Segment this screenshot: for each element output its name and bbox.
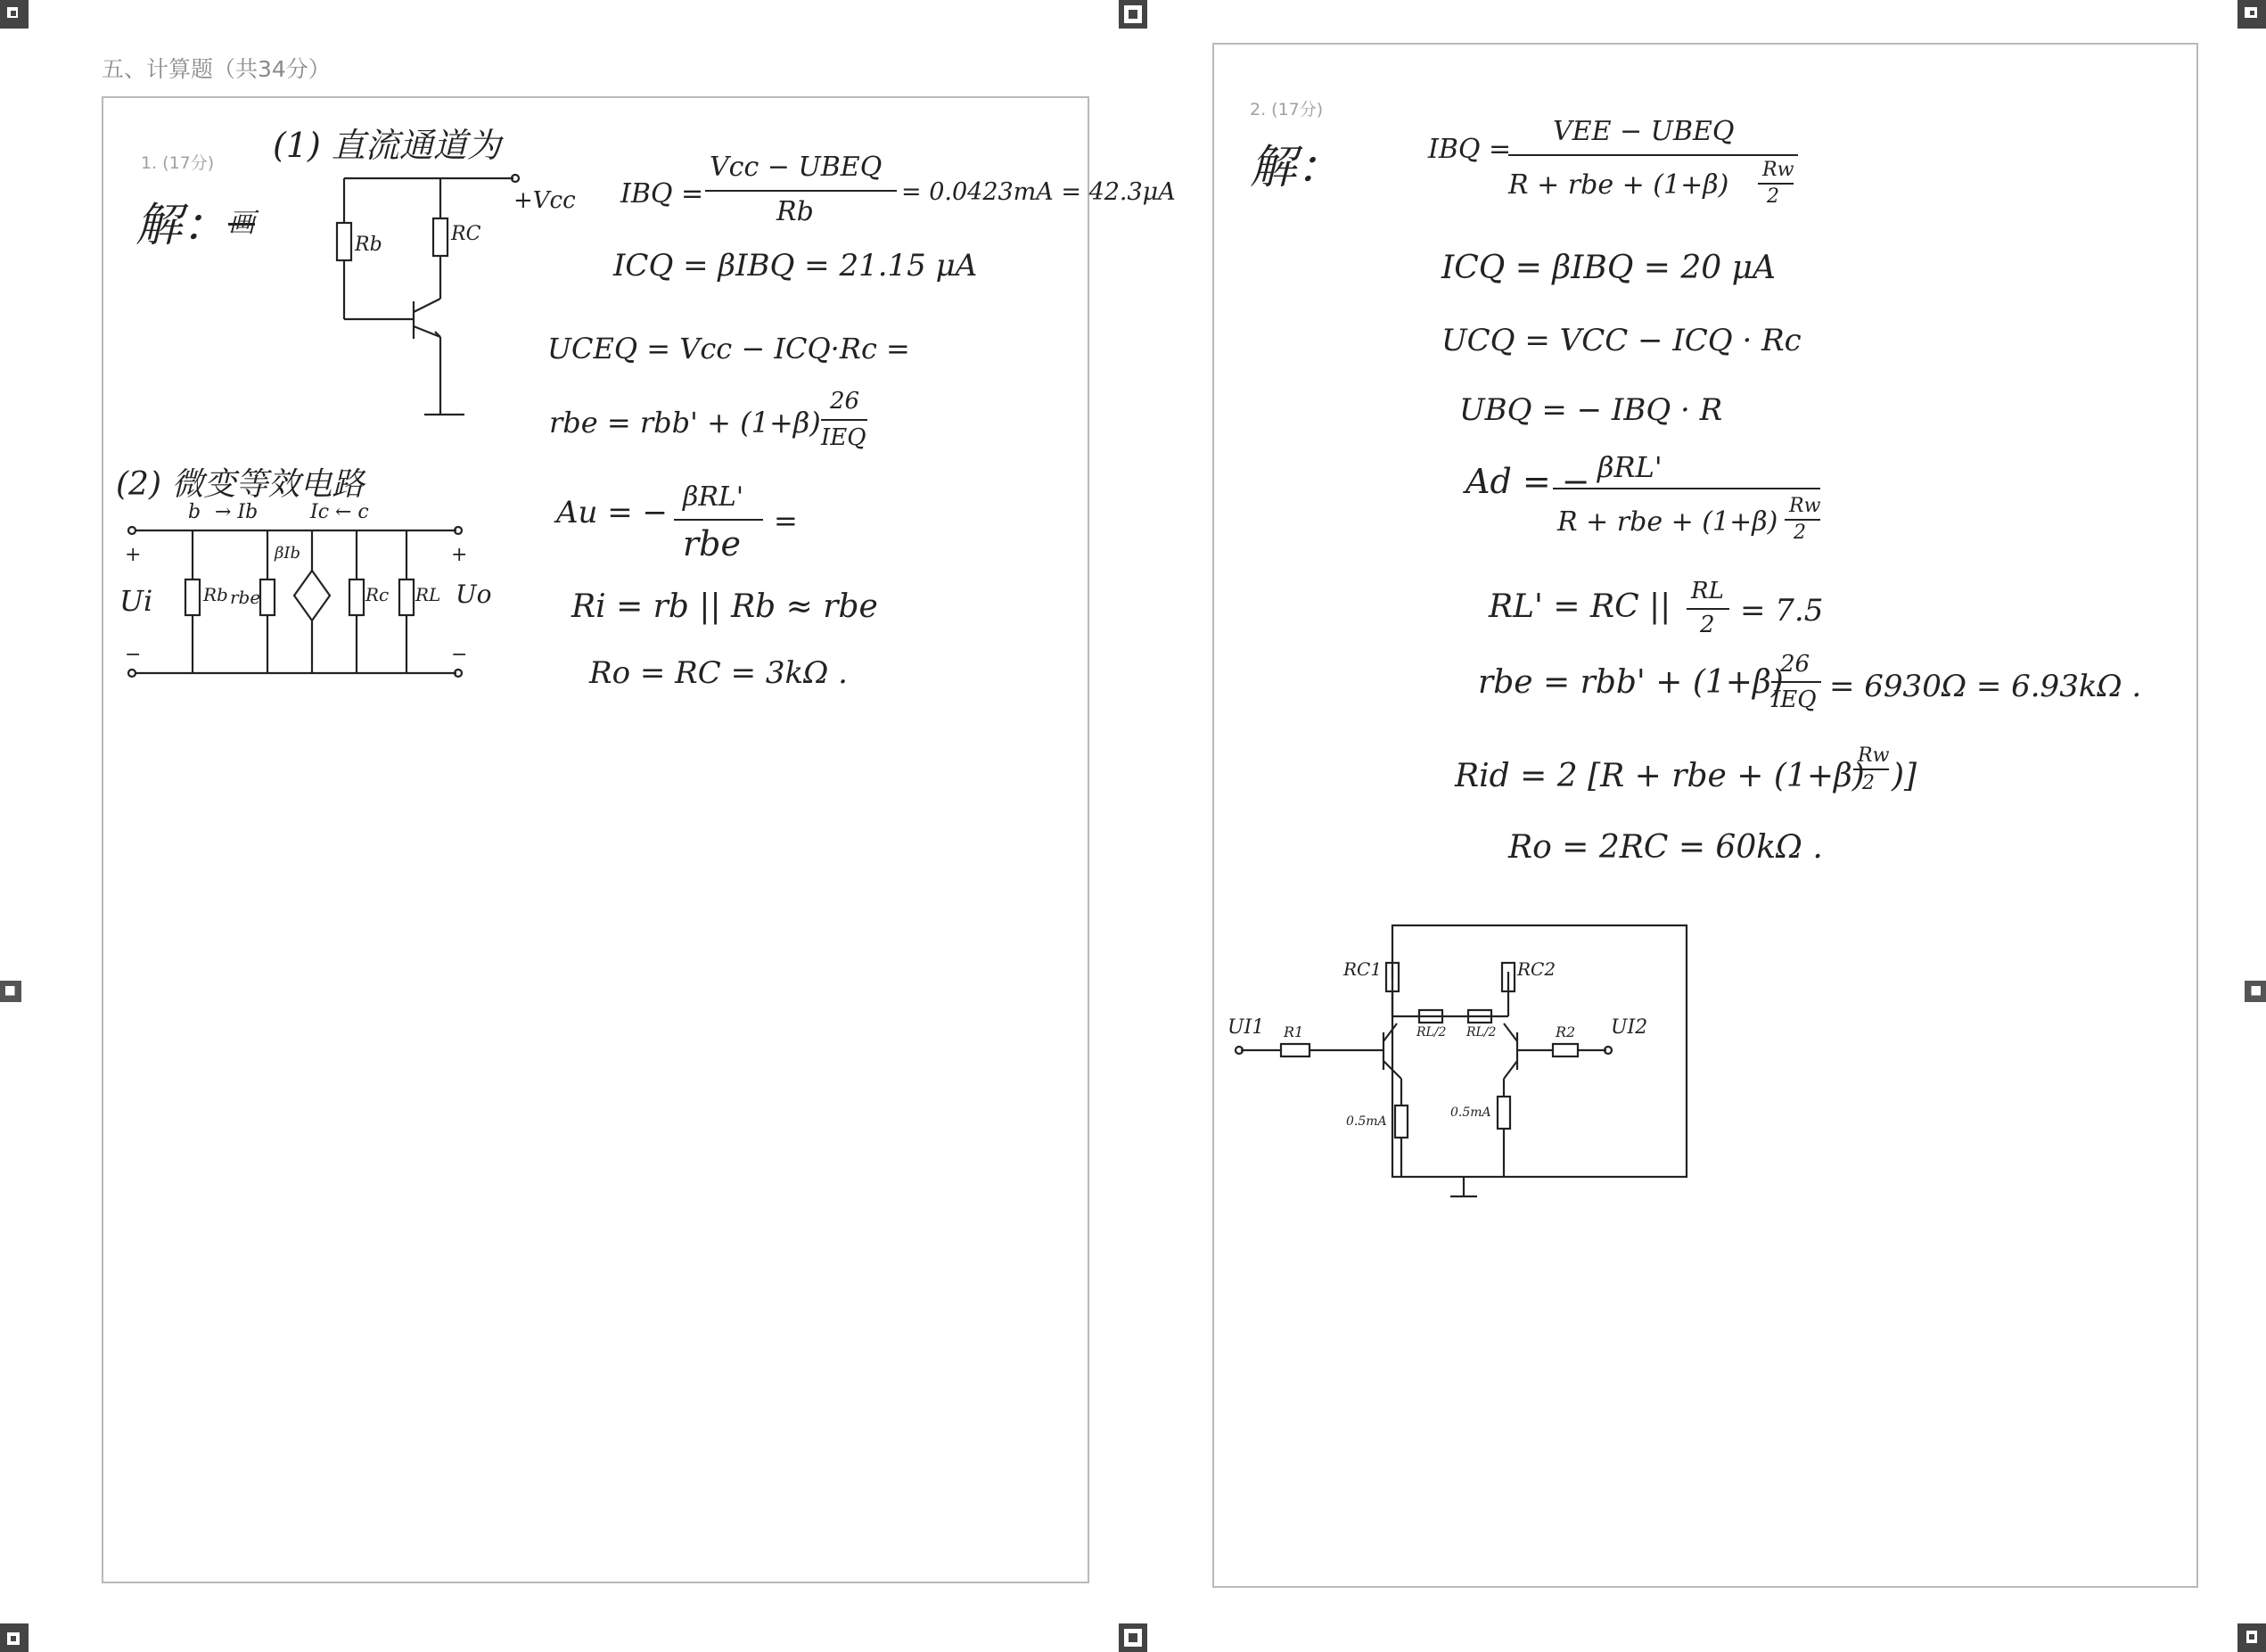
eq-ri: Ri = rb || Rb ≈ rbe bbox=[571, 588, 878, 625]
rl2a-label: RL/2 bbox=[1416, 1025, 1447, 1040]
eq-vceq: UCEQ = Vcc − ICQ·Rc = bbox=[547, 332, 910, 366]
ac-rc-label: Rc bbox=[365, 584, 390, 605]
eq2-ibq-den: R + rbe + (1+β) bbox=[1508, 169, 1729, 201]
eq2-rl-num: RL bbox=[1691, 578, 1724, 604]
question-2-label: 2. (17分) bbox=[1250, 100, 1324, 119]
eq2-rbe-den: IEQ bbox=[1771, 686, 1817, 713]
eq2-ibq-num: VEE − UBEQ bbox=[1553, 116, 1735, 147]
eq-au-rhs: = bbox=[774, 504, 798, 538]
ac-rl-label: RL bbox=[415, 584, 441, 605]
eq2-rbe-rhs: = 6930Ω = 6.93kΩ . bbox=[1829, 669, 2142, 704]
ui-label: Ui bbox=[119, 584, 153, 618]
eq2-icq: ICQ = βIBQ = 20 μA bbox=[1441, 250, 1777, 286]
eq-au-bar bbox=[674, 519, 763, 521]
rl2b-label: RL/2 bbox=[1466, 1025, 1497, 1040]
eq-ibq-den: Rb bbox=[776, 196, 814, 227]
solution-heading: 解： bbox=[135, 199, 229, 252]
ui2-label: UI2 bbox=[1611, 1016, 1648, 1039]
eq-ibq-lhs: IBQ = bbox=[620, 178, 704, 210]
eq2-rl-den: 2 bbox=[1700, 612, 1715, 638]
eq2-ibq-den-num: Rw bbox=[1762, 159, 1794, 181]
eq-ro: Ro = RC = 3kΩ . bbox=[589, 655, 848, 691]
eq2-rbe-lhs: rbe = rbb' + (1+β) bbox=[1478, 664, 1784, 701]
registration-marker-top-center bbox=[1119, 0, 1147, 29]
registration-marker-bottom-left bbox=[0, 1623, 29, 1652]
registration-marker-middle-left bbox=[0, 981, 21, 1002]
eq-rbe-lhs: rbe = rbb' + (1+β) bbox=[549, 406, 821, 440]
eq-au-den: rbe bbox=[683, 524, 741, 563]
answer-box-question-2 bbox=[1212, 43, 2198, 1588]
emitter-source-a-label: 0.5mA bbox=[1346, 1114, 1387, 1129]
uo-label: Uo bbox=[456, 579, 492, 609]
ac-bib-label: βIb bbox=[275, 544, 301, 563]
minus-in-label: − bbox=[125, 644, 142, 666]
node-b-label: b bbox=[188, 501, 201, 523]
eq2-vbq: UBQ = − IBQ · R bbox=[1459, 392, 1723, 428]
eq2-ad-num: βRL' bbox=[1597, 450, 1663, 484]
eq-ibq-num: Vcc − UBEQ bbox=[710, 152, 883, 183]
ac-rb-label: Rb bbox=[203, 584, 228, 605]
rc1-label: RC1 bbox=[1343, 958, 1383, 980]
eq2-ad-den-den: 2 bbox=[1794, 522, 1806, 544]
eq2-vcq: UCQ = VCC − ICQ · Rc bbox=[1441, 323, 1802, 358]
eq2-rbe-num: 26 bbox=[1780, 651, 1810, 678]
eq2-ad-den-num: Rw bbox=[1789, 495, 1821, 517]
differential-amplifier-circuit bbox=[1214, 45, 2195, 1560]
eq-au-num: βRL' bbox=[683, 481, 744, 513]
ac-circuit-title: (2) 微变等效电路 bbox=[116, 466, 365, 503]
struck-word: 画 bbox=[228, 208, 255, 239]
r2-label: R2 bbox=[1556, 1023, 1576, 1040]
registration-marker-top-left bbox=[0, 0, 29, 29]
eq-icq: ICQ = βIBQ = 21.15 μA bbox=[613, 248, 978, 284]
rc-label: RC bbox=[451, 223, 481, 245]
ac-equivalent-circuit bbox=[103, 98, 638, 722]
ib-label: → Ib bbox=[215, 501, 259, 523]
emitter-source-b-label: 0.5mA bbox=[1450, 1105, 1491, 1120]
registration-marker-top-right bbox=[2237, 0, 2266, 29]
registration-marker-bottom-center bbox=[1119, 1623, 1147, 1652]
eq2-rid-den: 2 bbox=[1862, 772, 1875, 794]
eq2-ad-den: R + rbe + (1+β) bbox=[1557, 506, 1778, 538]
eq2-rid-rhs: )] bbox=[1892, 758, 1917, 794]
eq2-rid-num: Rw bbox=[1858, 744, 1890, 767]
eq2-rl-rhs: = 7.5 bbox=[1740, 593, 1824, 629]
eq-ibq-bar bbox=[705, 190, 897, 192]
r1-label: R1 bbox=[1284, 1023, 1304, 1040]
dc-path-title: (1) 直流通道为 bbox=[273, 126, 501, 165]
registration-marker-middle-right bbox=[2245, 981, 2266, 1002]
plus-out-label: + bbox=[451, 544, 468, 566]
eq-rbe-den: IEQ bbox=[821, 424, 866, 451]
eq-rbe-num: 26 bbox=[830, 388, 860, 415]
rb-label: Rb bbox=[355, 234, 382, 256]
eq-au-lhs: Au = − bbox=[556, 495, 669, 530]
eq2-rid-lhs: Rid = 2 [R + rbe + (1+β) bbox=[1455, 758, 1865, 794]
eq2-rl-lhs: RL' = RC || bbox=[1489, 588, 1671, 625]
question-1-label: 1. (17分) bbox=[141, 153, 215, 173]
eq-ibq-rhs: = 0.0423mA = 42.3μA bbox=[901, 178, 1176, 206]
registration-marker-bottom-right bbox=[2237, 1623, 2266, 1652]
ic-label: Ic ← c bbox=[310, 501, 369, 523]
vcc-label: +Vcc bbox=[513, 187, 576, 214]
eq2-ro: Ro = 2RC = 60kΩ . bbox=[1508, 829, 1823, 866]
ui1-label: UI1 bbox=[1227, 1016, 1265, 1039]
ac-rbe-label: rbe bbox=[230, 587, 261, 608]
section-title: 五、计算题（共34分） bbox=[102, 56, 331, 82]
eq-rbe-bar bbox=[821, 419, 867, 421]
eq2-ad-lhs: Ad = − bbox=[1466, 462, 1590, 501]
solution-heading-2: 解： bbox=[1250, 141, 1343, 194]
answer-box-question-1 bbox=[102, 96, 1176, 1583]
eq2-ibq-lhs: IBQ = bbox=[1428, 134, 1512, 165]
plus-in-label: + bbox=[125, 544, 142, 566]
rc2-label: RC2 bbox=[1517, 958, 1556, 980]
eq2-ibq-den-den: 2 bbox=[1767, 185, 1779, 208]
minus-out-label: − bbox=[451, 644, 468, 666]
